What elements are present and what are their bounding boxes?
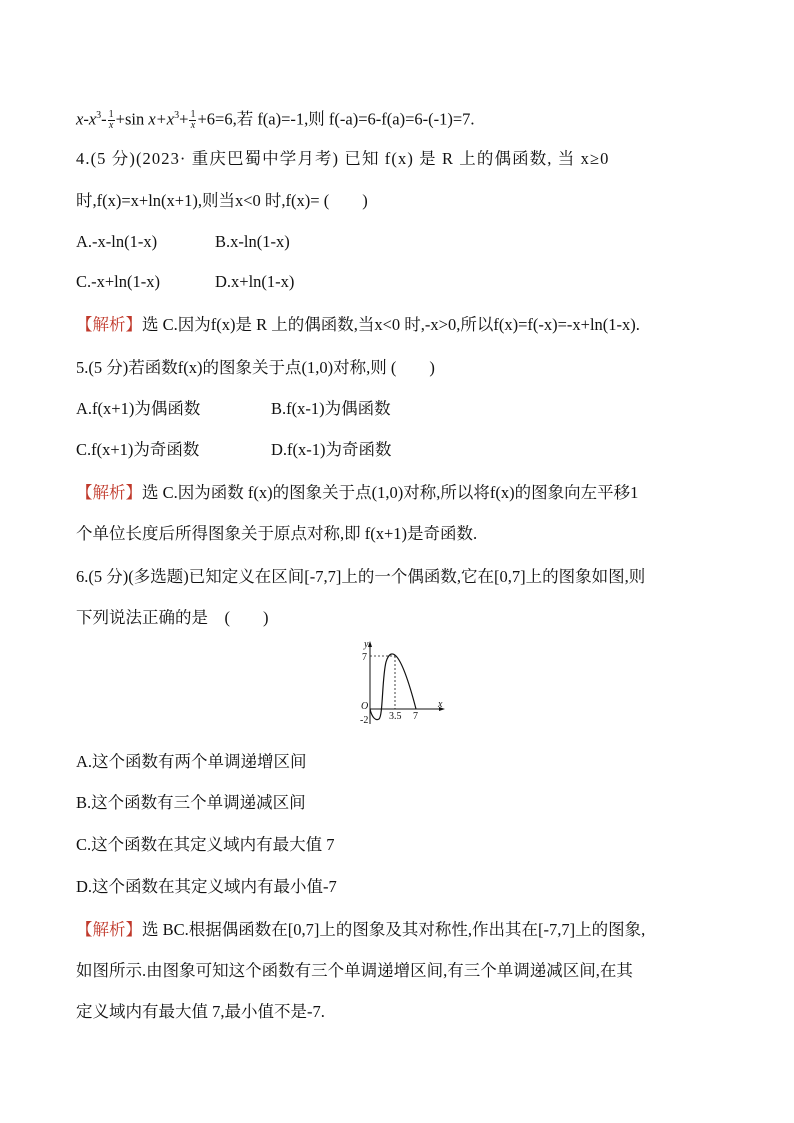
q3-minus: - xyxy=(101,109,107,129)
y-axis-label: y xyxy=(364,639,369,650)
q3-frac-a xyxy=(108,110,115,131)
q3-plus: + xyxy=(179,109,189,129)
q4-stem-line2: 时,f(x)=x+ln(x+1),则当x<0 时,f(x)= ( ) xyxy=(76,191,368,210)
q3-sup-b: 3 xyxy=(174,110,180,121)
q5-option-b: B.f(x-1)为偶函数 xyxy=(271,399,391,418)
q4-option-a: A.-x-ln(1-x) xyxy=(76,232,158,251)
q5-analysis-line1 xyxy=(76,481,638,505)
q5-analysis-line2: 个单位长度后所得图象关于原点对称,即 f(x+1)是奇函数. xyxy=(76,524,478,543)
function-graph xyxy=(358,638,448,730)
x-tick-3-5: 3.5 xyxy=(389,711,402,722)
q6-analysis-text1: 选 BC.根据偶函数在[0,7]上的图象及其对称性,作出其在[-7,7]上的图象, xyxy=(142,920,646,939)
q3-text-a: x-x xyxy=(76,109,97,129)
q5-option-d: D.f(x-1)为奇函数 xyxy=(271,440,392,459)
q3-sup-a: 3 xyxy=(96,110,102,121)
y-tick-7: 7 xyxy=(362,652,367,663)
q3-frac-b xyxy=(189,110,196,131)
q5-analysis-tag: 【解析】 xyxy=(76,483,142,502)
y-tick-neg2: -2 xyxy=(360,715,369,726)
q3-text-c: +x xyxy=(155,109,175,129)
q6-option-a: A.这个函数有两个单调递增区间 xyxy=(76,752,307,771)
q5-stem: 5.(5 分)若函数f(x)的图象关于点(1,0)对称,则 ( ) xyxy=(76,358,435,377)
q6-option-d: D.这个函数在其定义域内有最小值-7 xyxy=(76,877,337,896)
q6-analysis-line2: 如图所示.由图象可知这个函数有三个单调递增区间,有三个单调递减区间,在其 xyxy=(76,961,633,980)
q4-option-c: C.-x+ln(1-x) xyxy=(76,272,160,291)
q5-option-c: C.f(x+1)为奇函数 xyxy=(76,440,200,459)
q3-text-b: +sin xyxy=(115,109,149,129)
q3-frac-b-num: 1 xyxy=(190,109,196,121)
origin-label: O xyxy=(361,701,369,712)
function-curve xyxy=(370,654,416,720)
q3-text-bx: x xyxy=(148,109,156,129)
q3-text-d: +6=6,若 f(a)=-1,则 f(-a)=6-f(a)=6-(-1)=7. xyxy=(197,109,475,129)
q5-option-a: A.f(x+1)为偶函数 xyxy=(76,399,201,418)
q6-stem-line2: 下列说法正确的是 ( ) xyxy=(76,608,269,627)
q6-analysis-line1 xyxy=(76,918,645,942)
y-axis-arrow xyxy=(368,641,372,647)
q5-analysis-text1: 选 C.因为函数 f(x)的图象关于点(1,0)对称,所以将f(x)的图象向左平移1 xyxy=(142,483,639,502)
x-axis-label: x xyxy=(438,699,443,710)
q6-analysis-line3: 定义域内有最大值 7,最小值不是-7. xyxy=(76,1002,325,1021)
q6-stem-line1: 6.(5 分)(多选题)已知定义在区间[-7,7]上的一个偶函数,它在[0,7]上的图象如图,则 xyxy=(76,567,646,586)
q3-frac-a-den: x xyxy=(108,120,114,132)
q4-stem-line1: 4.(5 分)(2023· 重庆巴蜀中学月考) 已知 f(x) 是 R 上的偶函数, 当 x≥0 xyxy=(76,149,610,168)
q4-analysis-tag: 【解析】 xyxy=(76,315,142,334)
x-tick-7: 7 xyxy=(413,711,418,722)
q3-tail-line xyxy=(76,104,475,132)
q6-option-b: B.这个函数有三个单调递减区间 xyxy=(76,793,306,812)
q4-analysis xyxy=(76,313,640,337)
q6-analysis-tag: 【解析】 xyxy=(76,920,142,939)
q4-option-b: B.x-ln(1-x) xyxy=(215,232,290,251)
q3-frac-a-num: 1 xyxy=(108,109,114,121)
q6-option-c: C.这个函数在其定义域内有最大值 7 xyxy=(76,835,335,854)
q4-analysis-text: 选 C.因为f(x)是 R 上的偶函数,当x<0 时,-x>0,所以f(x)=f(-x)=-x+ln(1-x). xyxy=(142,315,640,334)
q3-frac-b-den: x xyxy=(190,120,196,132)
q4-option-d: D.x+ln(1-x) xyxy=(215,272,295,291)
